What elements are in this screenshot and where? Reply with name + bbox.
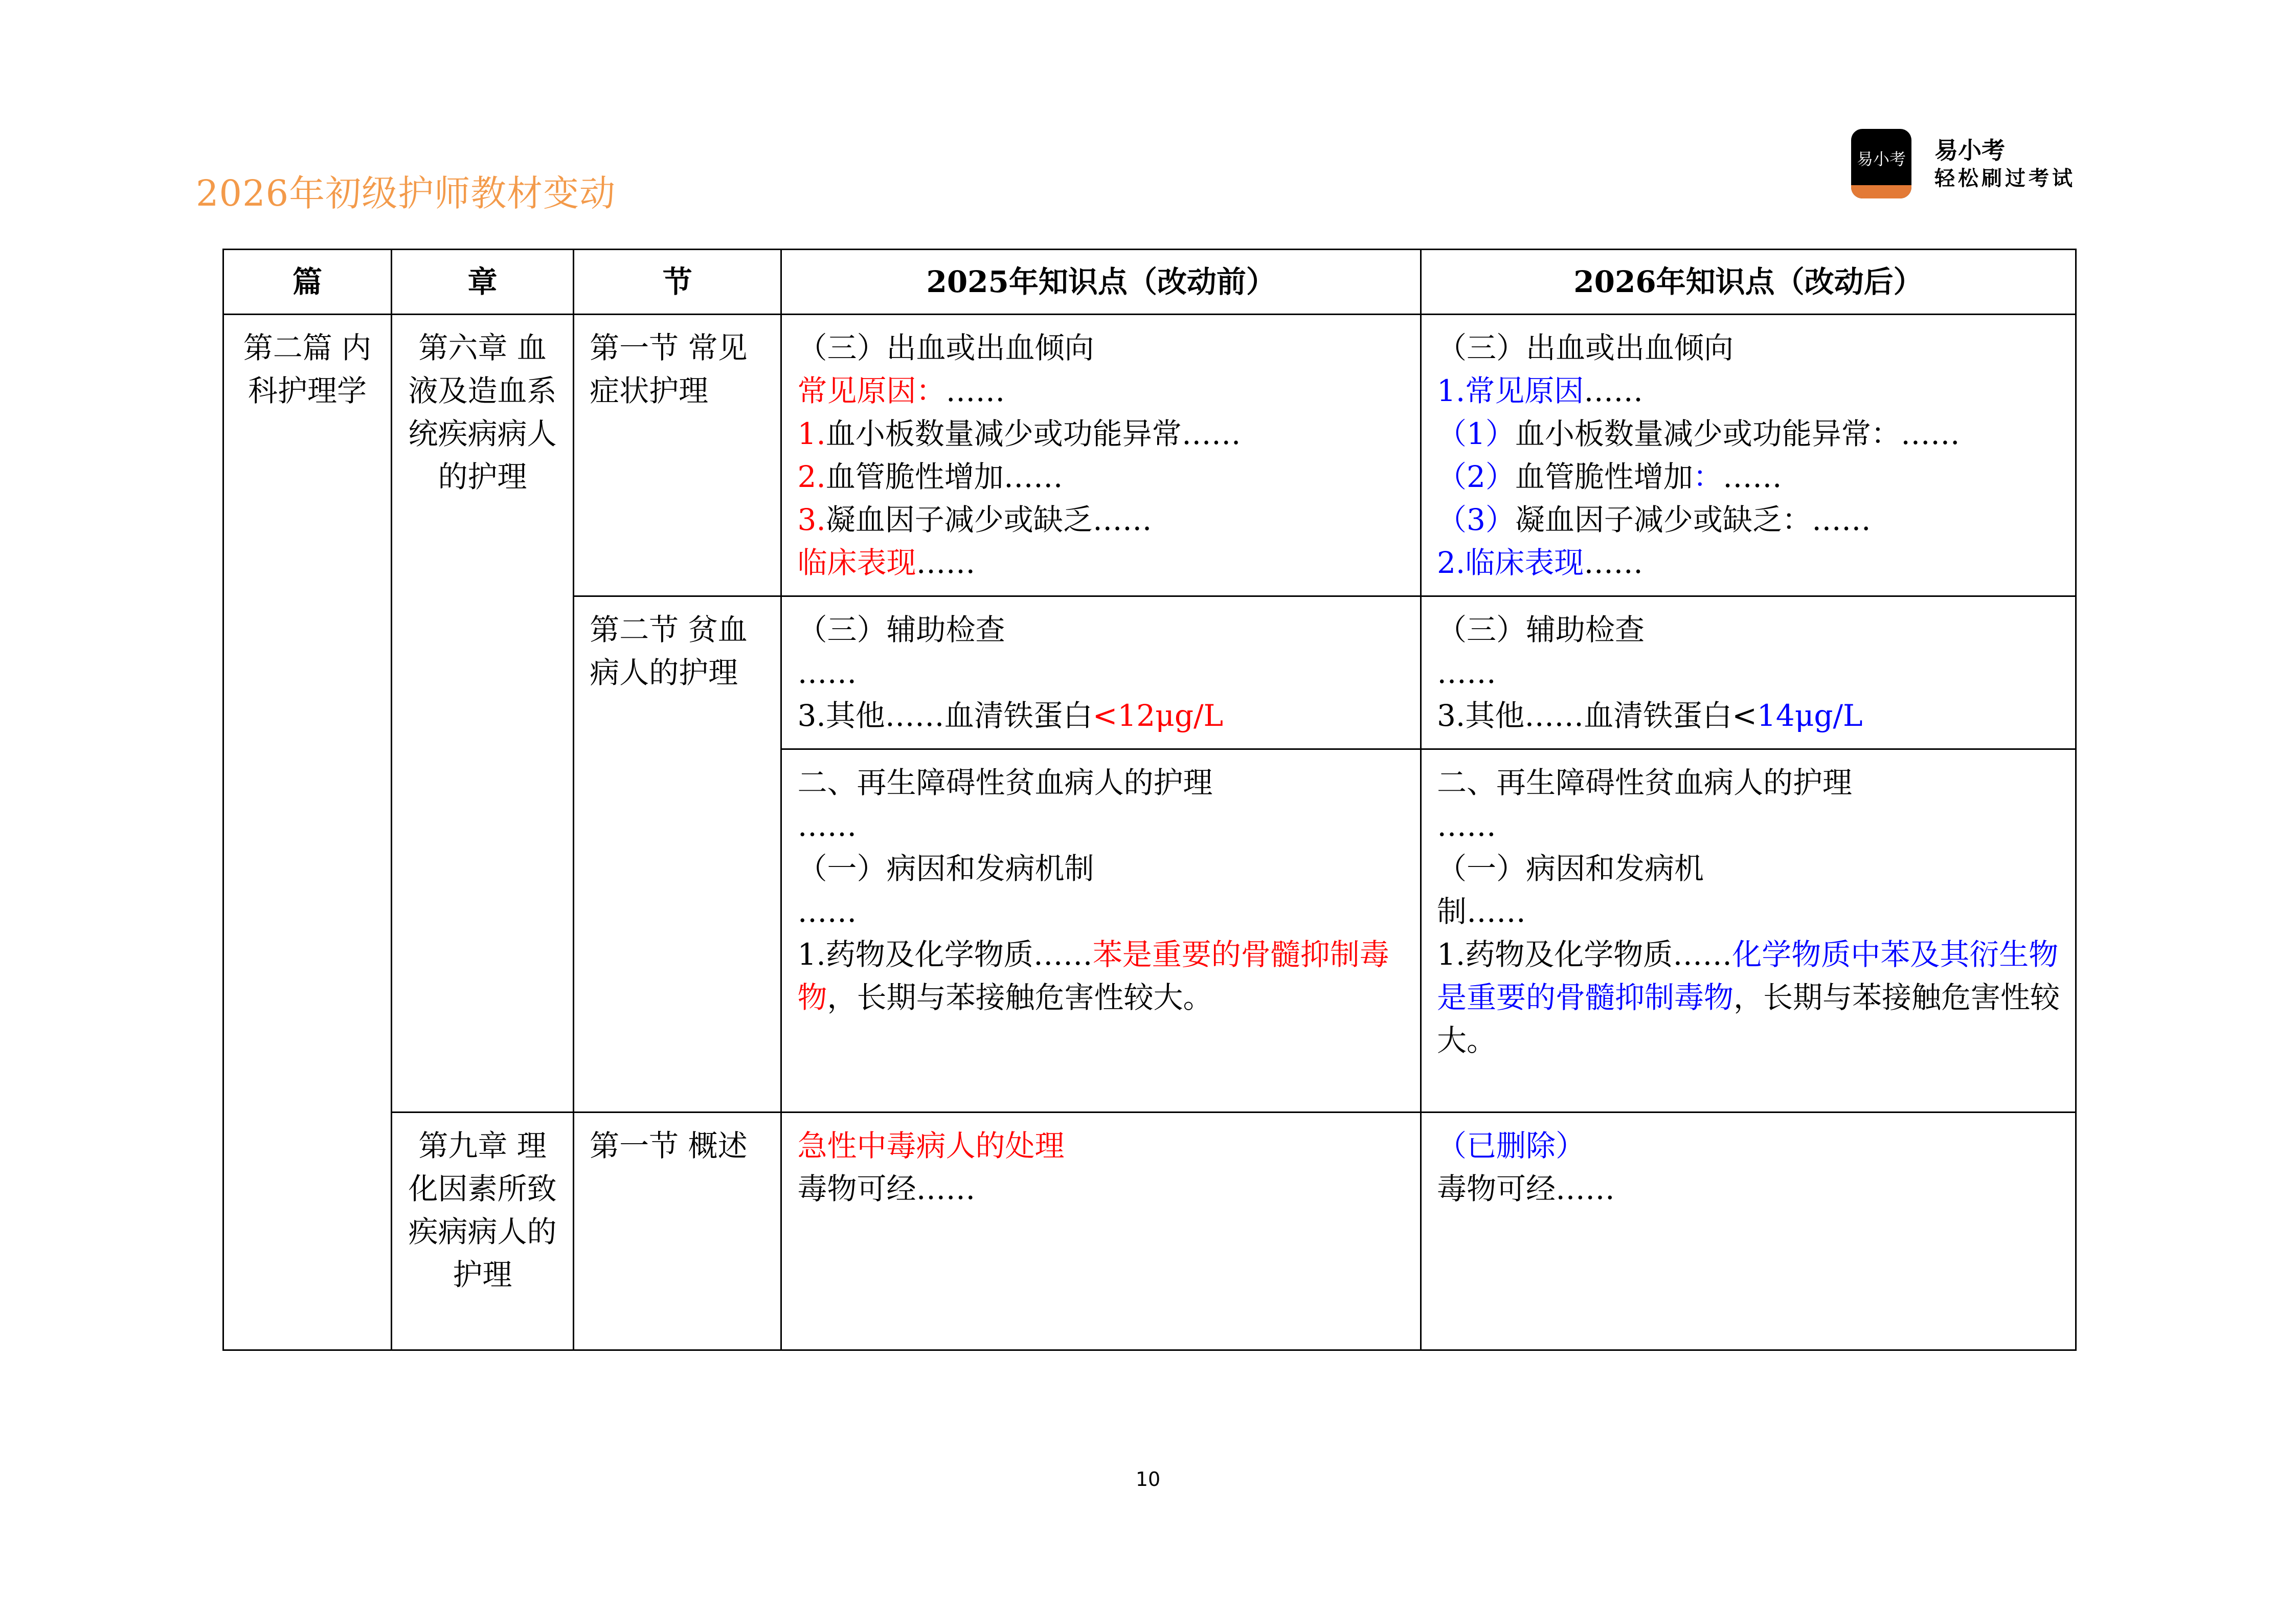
text-line	[797, 326, 1405, 369]
text-run: ……	[797, 894, 857, 929]
text-run: 制……	[1436, 894, 1526, 929]
text-run: 1.药物及化学物质……	[797, 937, 1093, 972]
text-line	[1437, 326, 2060, 369]
text-line	[797, 608, 1405, 651]
text-run: 血小板数量减少或功能异常：……	[1515, 416, 1960, 451]
text-run: 常见原因：	[797, 373, 946, 408]
text-run: （三）辅助检查	[797, 612, 1005, 647]
brand-logo-text: 易小考	[1856, 149, 1906, 169]
after-cell	[1421, 1113, 2076, 1350]
text-run: 毒物可经……	[1436, 1171, 1615, 1206]
before-cell	[781, 1113, 1421, 1350]
text-run: 1.常见原因	[1436, 373, 1584, 408]
text-run: ……	[916, 545, 976, 580]
text-run: 凝血因子减少或缺乏……	[825, 502, 1152, 537]
text-run: （已删除）	[1436, 1128, 1585, 1163]
text-line	[1437, 1167, 2060, 1210]
section-cell: 第一节 概述	[574, 1113, 781, 1350]
header-jie: 节	[574, 250, 781, 315]
text-run: （三）辅助检查	[1436, 612, 1645, 647]
text-line	[797, 847, 1405, 890]
text-run: ……	[946, 373, 1005, 408]
table-row	[223, 315, 2076, 596]
header-before: 2025年知识点（改动前）	[781, 250, 1421, 315]
text-line	[1437, 455, 2060, 498]
text-line	[1437, 498, 2060, 541]
text-line	[797, 890, 1405, 933]
text-line	[797, 694, 1405, 737]
brand-logo-bar	[1851, 185, 1911, 198]
text-line	[1437, 608, 2060, 651]
text-run: 1.药物及化学物质……	[1436, 937, 1732, 972]
text-run: 凝血因子减少或缺乏：……	[1515, 502, 1871, 537]
text-line	[797, 369, 1405, 412]
text-run: ……	[1722, 459, 1782, 494]
section-cell: 第一节 常见症状护理	[574, 315, 781, 596]
page-title: 2026年初级护师教材变动	[196, 172, 616, 214]
header-zhang: 章	[391, 250, 573, 315]
table-header-row	[223, 250, 2076, 315]
text-run: 化学物质中苯及其衍生物是重要的骨髓抑制毒物	[1436, 937, 2059, 1015]
table-row	[223, 1113, 2076, 1350]
chapter-cell: 第六章 血液及造血系统疾病病人的护理	[391, 315, 573, 1113]
brand-logo-icon	[1851, 129, 1911, 198]
changes-table	[222, 249, 2077, 1351]
text-run: ……	[797, 655, 857, 690]
text-line	[1437, 1124, 2060, 1167]
before-cell	[781, 749, 1421, 1113]
text-line	[797, 412, 1405, 455]
text-run: 二、再生障碍性贫血病人的护理	[1436, 765, 1852, 800]
text-line	[797, 1124, 1405, 1167]
text-run: <12μg/L	[1092, 698, 1224, 733]
text-line	[1437, 651, 2060, 694]
text-line	[797, 498, 1405, 541]
after-cell	[1421, 315, 2076, 596]
text-run: （三）出血或出血倾向	[1436, 330, 1734, 365]
text-run: （一）病因和发病机	[1436, 851, 1704, 886]
text-line	[1437, 412, 2060, 455]
text-run: ：	[1693, 459, 1723, 494]
text-line	[797, 804, 1405, 847]
text-run: 血管脆性增加……	[825, 459, 1063, 494]
text-line	[1437, 890, 2060, 933]
text-run: 二、再生障碍性贫血病人的护理	[797, 765, 1213, 800]
header-after: 2026年知识点（改动后）	[1421, 250, 2076, 315]
text-line	[1437, 804, 2060, 847]
text-run: 血管脆性增加	[1515, 459, 1693, 494]
text-run: 毒物可经……	[797, 1171, 976, 1206]
text-run: （三）出血或出血倾向	[797, 330, 1094, 365]
text-line	[797, 1167, 1405, 1210]
text-line	[1437, 694, 2060, 737]
text-run: ……	[1436, 655, 1496, 690]
text-line	[797, 455, 1405, 498]
brand-block	[1851, 129, 2076, 198]
brand-name: 易小考	[1934, 137, 2005, 164]
text-run: 3.其他……血清铁蛋白	[1436, 698, 1732, 733]
text-line	[797, 651, 1405, 694]
text-line	[1437, 847, 2060, 890]
text-run: ……	[1584, 545, 1644, 580]
before-cell	[781, 315, 1421, 596]
text-run: 3.	[797, 502, 826, 537]
text-run: 临床表现	[797, 545, 916, 580]
text-run: ，长期与苯接触危害性较大。	[827, 980, 1213, 1015]
text-line	[1437, 541, 2060, 584]
text-run: （1）	[1436, 416, 1515, 451]
text-run: 3.其他……血清铁蛋白	[797, 698, 1093, 733]
text-run: 2.临床表现	[1436, 545, 1584, 580]
chapter-cell: 第九章 理化因素所致疾病病人的护理	[391, 1113, 573, 1350]
text-run: ……	[1584, 373, 1644, 408]
text-run: ，长期与苯接触危害性较大。	[1436, 980, 2060, 1058]
text-run: ……	[797, 808, 857, 843]
header-pian: 篇	[223, 250, 392, 315]
pian-cell: 第二篇 内科护理学	[223, 315, 392, 1350]
text-run: 14μg/L	[1757, 698, 1863, 733]
text-line	[797, 541, 1405, 584]
text-run: 2.	[797, 459, 826, 494]
text-run: （3）	[1436, 502, 1515, 537]
brand-slogan: 轻松刷过考试	[1934, 166, 2076, 190]
before-cell	[781, 596, 1421, 749]
text-run: <	[1732, 698, 1757, 733]
text-line	[1437, 761, 2060, 804]
text-line	[1437, 369, 2060, 412]
text-line	[1437, 933, 2060, 1062]
text-run: 血小板数量减少或功能异常……	[825, 416, 1241, 451]
text-run: 急性中毒病人的处理	[797, 1128, 1065, 1163]
section-cell: 第二节 贫血病人的护理	[574, 596, 781, 1113]
text-line	[797, 933, 1405, 1019]
text-run: （2）	[1436, 459, 1515, 494]
text-run: （一）病因和发病机制	[797, 851, 1094, 886]
after-cell	[1421, 596, 2076, 749]
after-cell	[1421, 749, 2076, 1113]
text-run: ……	[1436, 808, 1496, 843]
text-run: 1.	[797, 416, 826, 451]
text-run: 苯是重要的骨髓抑制毒物	[797, 937, 1389, 1015]
page-number: 10	[1135, 1468, 1161, 1490]
text-line	[797, 761, 1405, 804]
